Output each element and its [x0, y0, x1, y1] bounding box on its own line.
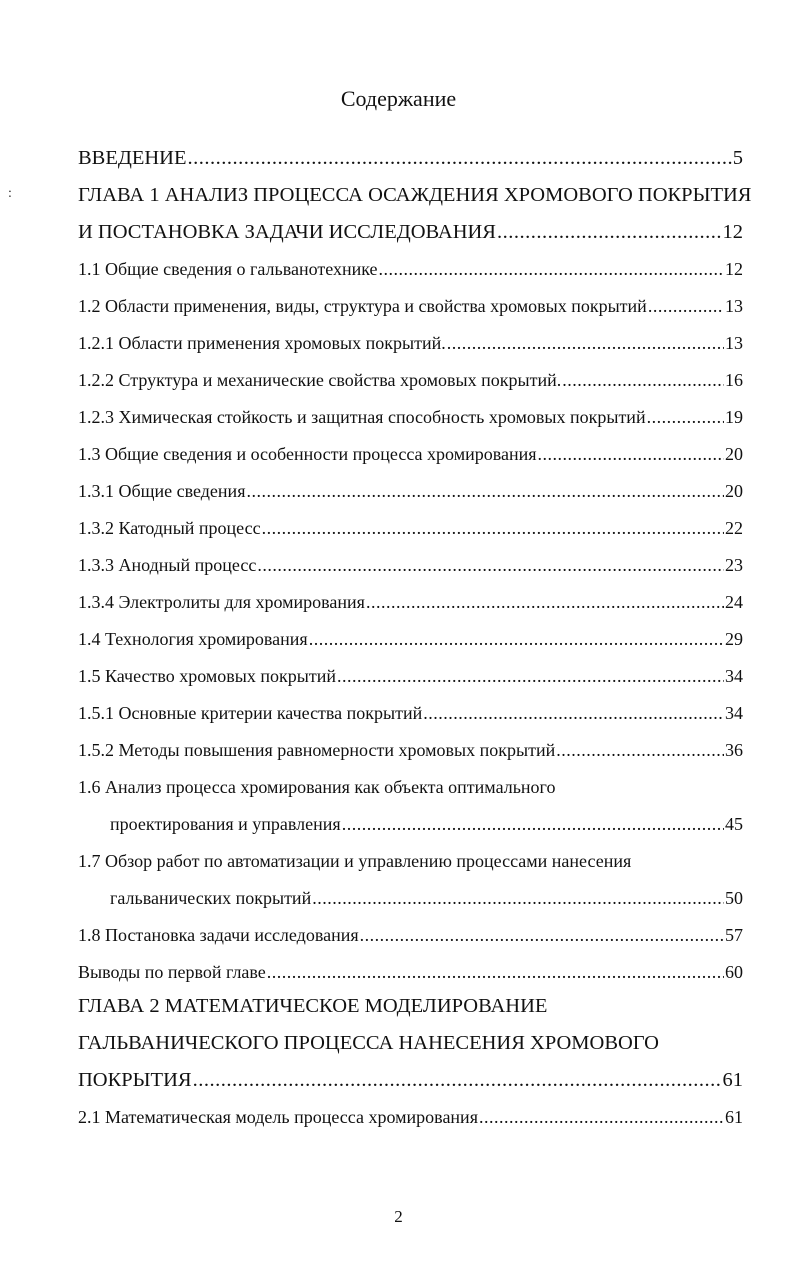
toc-entry-1-2[interactable]: 1.2 Области применения, виды, структура и свойства хромовых покрытий ..... 13	[78, 296, 743, 317]
toc-entry-1-3[interactable]: 1.3 Общие сведения и особенности процесса хромирования ..... 20	[78, 444, 743, 465]
toc-entry-1-3-1[interactable]: 1.3.1 Общие сведения ..... 20	[78, 481, 743, 502]
toc-entry-chapter1-line2[interactable]: И ПОСТАНОВКА ЗАДАЧИ ИССЛЕДОВАНИЯ ..... 12	[78, 221, 743, 244]
toc-entry-chapter2-line3[interactable]: ПОКРЫТИЯ ..... 61	[78, 1069, 743, 1092]
toc-entry-1-7-line1[interactable]: 1.7 Обзор работ по автоматизации и управлению процессами нанесения	[78, 851, 632, 871]
toc-entry-1-3-2[interactable]: 1.3.2 Катодный процесс ..... 22	[78, 518, 743, 539]
toc-entry-1-1[interactable]: 1.1 Общие сведения о гальванотехнике ..... 12	[78, 259, 743, 280]
toc-entry-chapter2-line1[interactable]: ГЛАВА 2 МАТЕМАТИЧЕСКОЕ МОДЕЛИРОВАНИЕ	[78, 995, 548, 1017]
toc-entry-1-8[interactable]: 1.8 Постановка задачи исследования ..... 57	[78, 925, 743, 946]
page-title: Содержание	[340, 86, 457, 111]
toc-entry-1-2-1[interactable]: 1.2.1 Области применения хромовых покрытий. ..... 13	[78, 333, 743, 354]
toc-entry-1-5-2[interactable]: 1.5.2 Методы повышения равномерности хромовых покрытий ..... 36	[78, 740, 743, 761]
toc-entry-1-5[interactable]: 1.5 Качество хромовых покрытий ..... 34	[78, 666, 743, 687]
toc-entry-1-3-3[interactable]: 1.3.3 Анодный процесс ..... 23	[78, 555, 743, 576]
toc-entry-1-4[interactable]: 1.4 Технология хромирования ..... 29	[78, 629, 743, 650]
toc-entry-2-1[interactable]: 2.1 Математическая модель процесса хромирования ..... 61	[78, 1107, 743, 1128]
page-number: 2	[394, 1207, 403, 1226]
toc-entry-1-3-4[interactable]: 1.3.4 Электролиты для хромирования ..... 24	[78, 592, 743, 613]
margin-mark: :	[8, 186, 12, 201]
toc-entry-1-2-3[interactable]: 1.2.3 Химическая стойкость и защитная способность хромовых покрытий ..... 19	[78, 407, 743, 428]
toc-entry-1-2-2[interactable]: 1.2.2 Структура и механические свойства хромовых покрытий. ..... 16	[78, 370, 743, 391]
toc-entry-intro[interactable]: ВВЕДЕНИЕ ..... 5	[78, 147, 743, 170]
toc-entry-chapter2-line2[interactable]: ГАЛЬВАНИЧЕСКОГО ПРОЦЕССА НАНЕСЕНИЯ ХРОМОВОГО	[78, 1032, 659, 1054]
toc-entry-conclusions-1[interactable]: Выводы по первой главе ..... 60	[78, 962, 743, 983]
toc-entry-chapter1-line1[interactable]: ГЛАВА 1 АНАЛИЗ ПРОЦЕССА ОСАЖДЕНИЯ ХРОМОВОГО ПОКРЫТИЯ	[78, 184, 752, 206]
toc-entry-1-7-line2[interactable]: гальванических покрытий ..... 50	[110, 888, 743, 909]
toc-entry-1-5-1[interactable]: 1.5.1 Основные критерии качества покрытий ..... 34	[78, 703, 743, 724]
toc-entry-1-6-line2[interactable]: проектирования и управления ..... 45	[110, 814, 743, 835]
toc-entry-1-6-line1[interactable]: 1.6 Анализ процесса хромирования как объекта оптимального	[78, 777, 556, 797]
